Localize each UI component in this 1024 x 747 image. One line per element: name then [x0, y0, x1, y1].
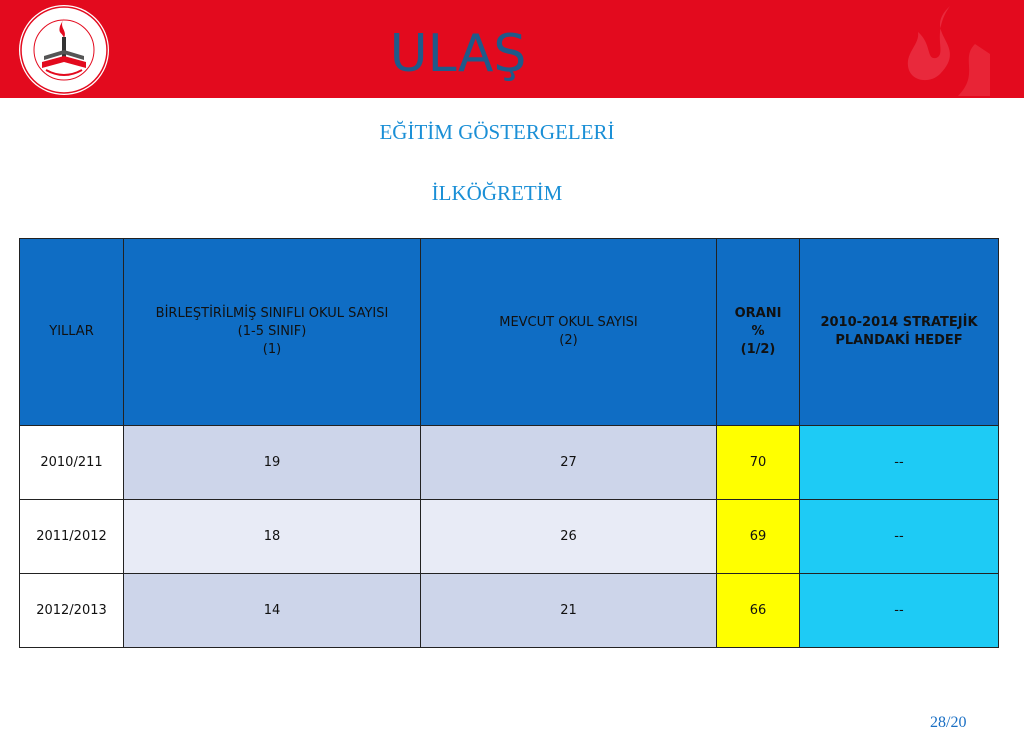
cell-combined: 18 [124, 500, 421, 574]
page-title: ULAŞ [389, 24, 527, 84]
page-number: 28/20 [930, 714, 967, 731]
table-header-row [20, 239, 999, 426]
cell-existing: 26 [421, 500, 717, 574]
subtitle-indicators: EĞİTİM GÖSTERGELERİ [379, 120, 615, 144]
indicators-table [19, 238, 999, 648]
cell-target: -- [800, 426, 999, 500]
table-row [20, 500, 999, 574]
cell-ratio: 66 [717, 574, 800, 648]
subtitle-level: İLKÖĞRETİM [431, 181, 563, 205]
cell-target: -- [800, 574, 999, 648]
header-combined-class-schools: BİRLEŞTİRİLMİŞ SINIFLI OKUL SAYISI (1-5 SINIF) (1) [124, 239, 421, 426]
cell-existing: 21 [421, 574, 717, 648]
cell-target: -- [800, 500, 999, 574]
cell-combined: 14 [124, 574, 421, 648]
cell-year: 2012/2013 [20, 574, 124, 648]
cell-ratio: 69 [717, 500, 800, 574]
header-years: YILLAR [20, 239, 124, 426]
cell-ratio: 70 [717, 426, 800, 500]
table-row [20, 426, 999, 500]
cell-combined: 19 [124, 426, 421, 500]
header-ratio: ORANI % (1/2) [717, 239, 800, 426]
header-bar [0, 0, 1024, 98]
table-row [20, 574, 999, 648]
header-strategic-target: 2010-2014 STRATEJİK PLANDAKİ HEDEF [800, 239, 999, 426]
cell-year: 2011/2012 [20, 500, 124, 574]
cell-existing: 27 [421, 426, 717, 500]
cell-year: 2010/211 [20, 426, 124, 500]
header-existing-schools: MEVCUT OKUL SAYISI (2) [421, 239, 717, 426]
